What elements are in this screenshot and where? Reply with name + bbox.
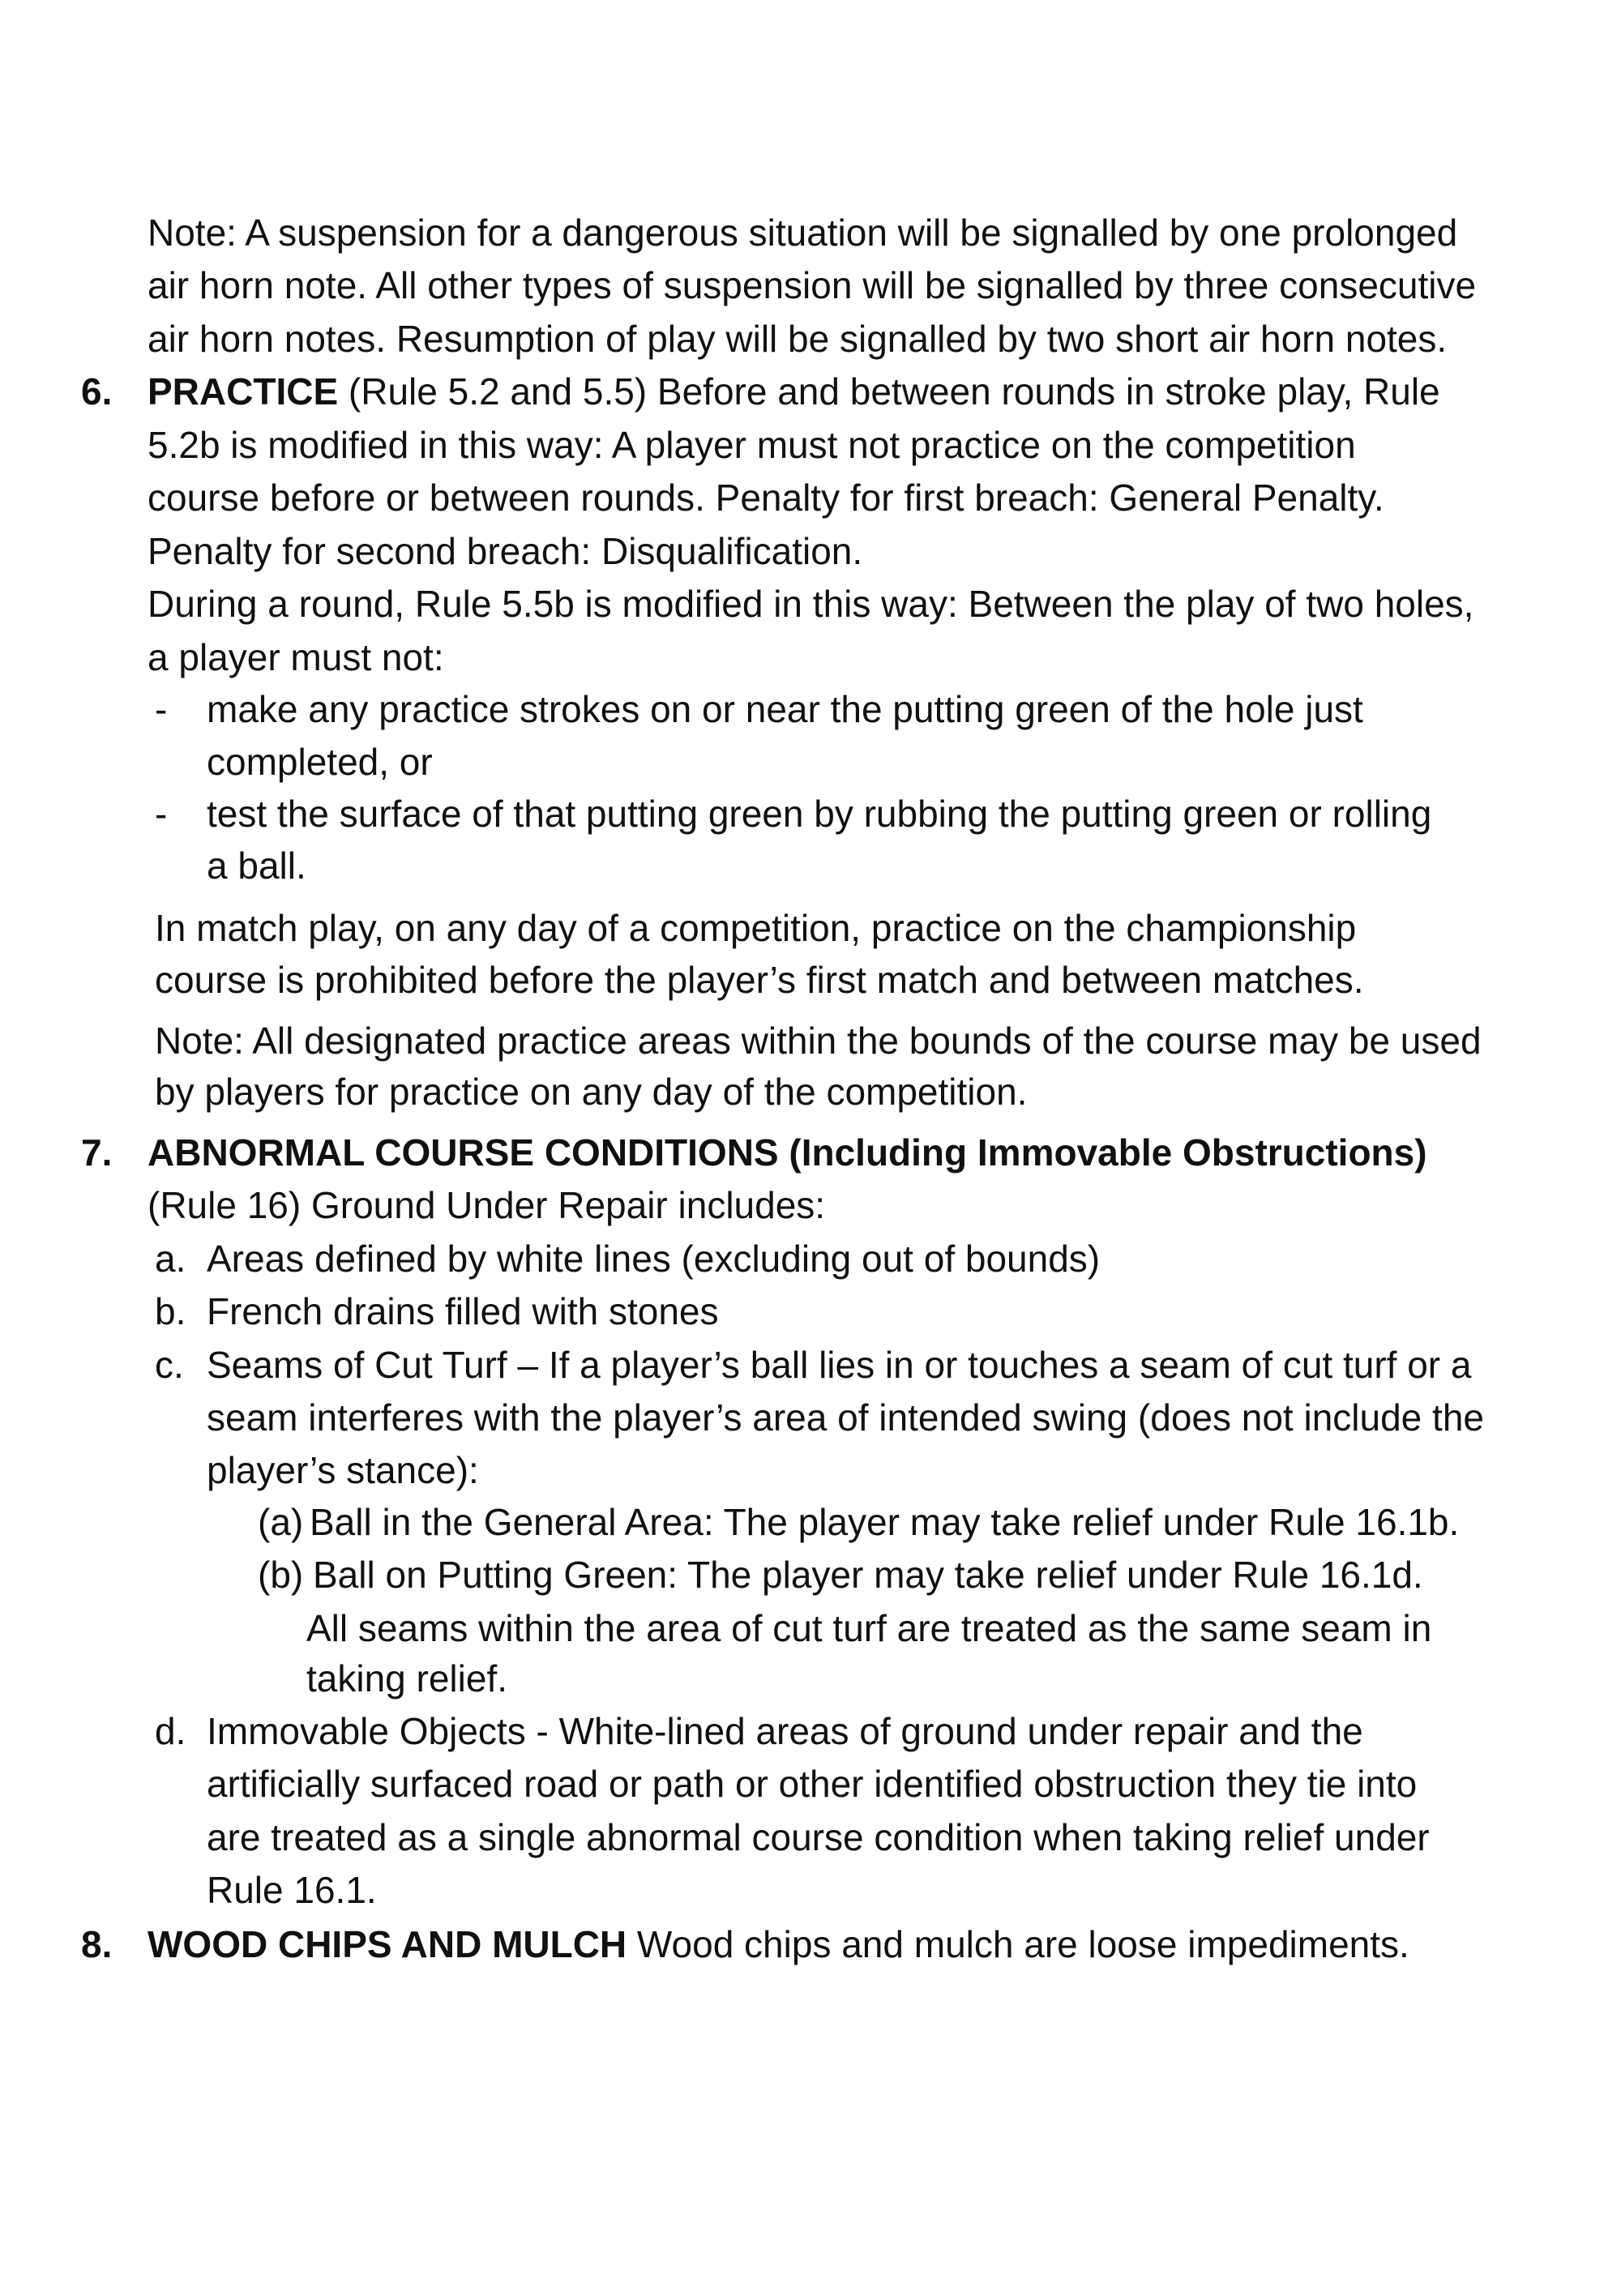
section-heading: WOOD CHIPS AND MULCH: [148, 1923, 627, 1965]
list-marker: a.: [155, 1238, 186, 1280]
list-text: taking relief.: [306, 1657, 508, 1700]
text: (Rule 5.2 and 5.5) Before and between rounds in stroke play, Rule: [338, 370, 1440, 413]
section-number: 7.: [81, 1131, 113, 1174]
list-marker: b.: [155, 1290, 186, 1332]
section-number: 6.: [81, 370, 113, 413]
text: course is prohibited before the player’s first match and between matches.: [155, 959, 1364, 1001]
text: course before or between rounds. Penalty for first breach: General Penalty.: [148, 477, 1384, 519]
text: In match play, on any day of a competition, practice on the championship: [155, 907, 1357, 949]
section-heading: PRACTICE: [148, 370, 339, 413]
list-text: are treated as a single abnormal course condition when taking relief under: [207, 1816, 1430, 1858]
bullet-text: test the surface of that putting green by rubbing the putting green or rolling: [207, 793, 1432, 835]
text: During a round, Rule 5.5b is modified in this way: Between the play of two holes,: [148, 583, 1474, 625]
text: (Rule 16) Ground Under Repair includes:: [148, 1184, 826, 1226]
list-text: player’s stance):: [207, 1449, 479, 1491]
text: 5.2b is modified in this way: A player must not practice on the competition: [148, 424, 1356, 466]
bullet-text: completed, or: [207, 741, 433, 783]
bullet-text: make any practice strokes on or near the putting green of the hole just: [207, 688, 1363, 730]
list-text: Immovable Objects - White-lined areas of ground under repair and the: [207, 1710, 1363, 1752]
list-text: Rule 16.1.: [207, 1869, 377, 1911]
text: a player must not:: [148, 636, 444, 678]
note-text: air horn notes. Resumption of play will be signalled by two short air horn notes.: [148, 318, 1448, 360]
list-marker: (a): [258, 1501, 304, 1543]
section-number: 8.: [81, 1923, 113, 1965]
list-text: Seams of Cut Turf – If a player’s ball lies in or touches a seam of cut turf or a: [207, 1344, 1472, 1386]
list-text: artificially surfaced road or path or other identified obstruction they tie into: [207, 1763, 1418, 1805]
text: by players for practice on any day of the competition.: [155, 1071, 1028, 1113]
note-text: Note: A suspension for a dangerous situation will be signalled by one prolonged: [148, 212, 1458, 254]
list-text: All seams within the area of cut turf are treated as the same seam in: [306, 1607, 1432, 1649]
list-marker: (b): [258, 1554, 304, 1596]
text: Note: All designated practice areas within the bounds of the course may be used: [155, 1020, 1482, 1062]
text: Wood chips and mulch are loose impediments.: [627, 1923, 1409, 1965]
list-text: Areas defined by white lines (excluding out of bounds): [207, 1238, 1101, 1280]
bullet-text: a ball.: [207, 844, 306, 887]
list-text: Ball in the General Area: The player may take relief under Rule 16.1b.: [310, 1501, 1460, 1543]
list-text: Ball on Putting Green: The player may take relief under Rule 16.1d.: [313, 1554, 1423, 1596]
section-8-line: [148, 1920, 1409, 1969]
section-6-line: [148, 367, 1440, 416]
bullet-dash: -: [155, 688, 168, 730]
bullet-dash: -: [155, 793, 168, 835]
list-marker: c.: [155, 1344, 184, 1386]
section-heading: ABNORMAL COURSE CONDITIONS (Including Immovable Obstructions): [148, 1131, 1427, 1174]
text: Penalty for second breach: Disqualification.: [148, 530, 863, 572]
list-text: seam interferes with the player’s area of intended swing (does not include the: [207, 1396, 1484, 1439]
list-text: French drains filled with stones: [207, 1290, 719, 1332]
list-marker: d.: [155, 1710, 186, 1752]
note-text: air horn note. All other types of suspension will be signalled by three consecutive: [148, 264, 1477, 306]
